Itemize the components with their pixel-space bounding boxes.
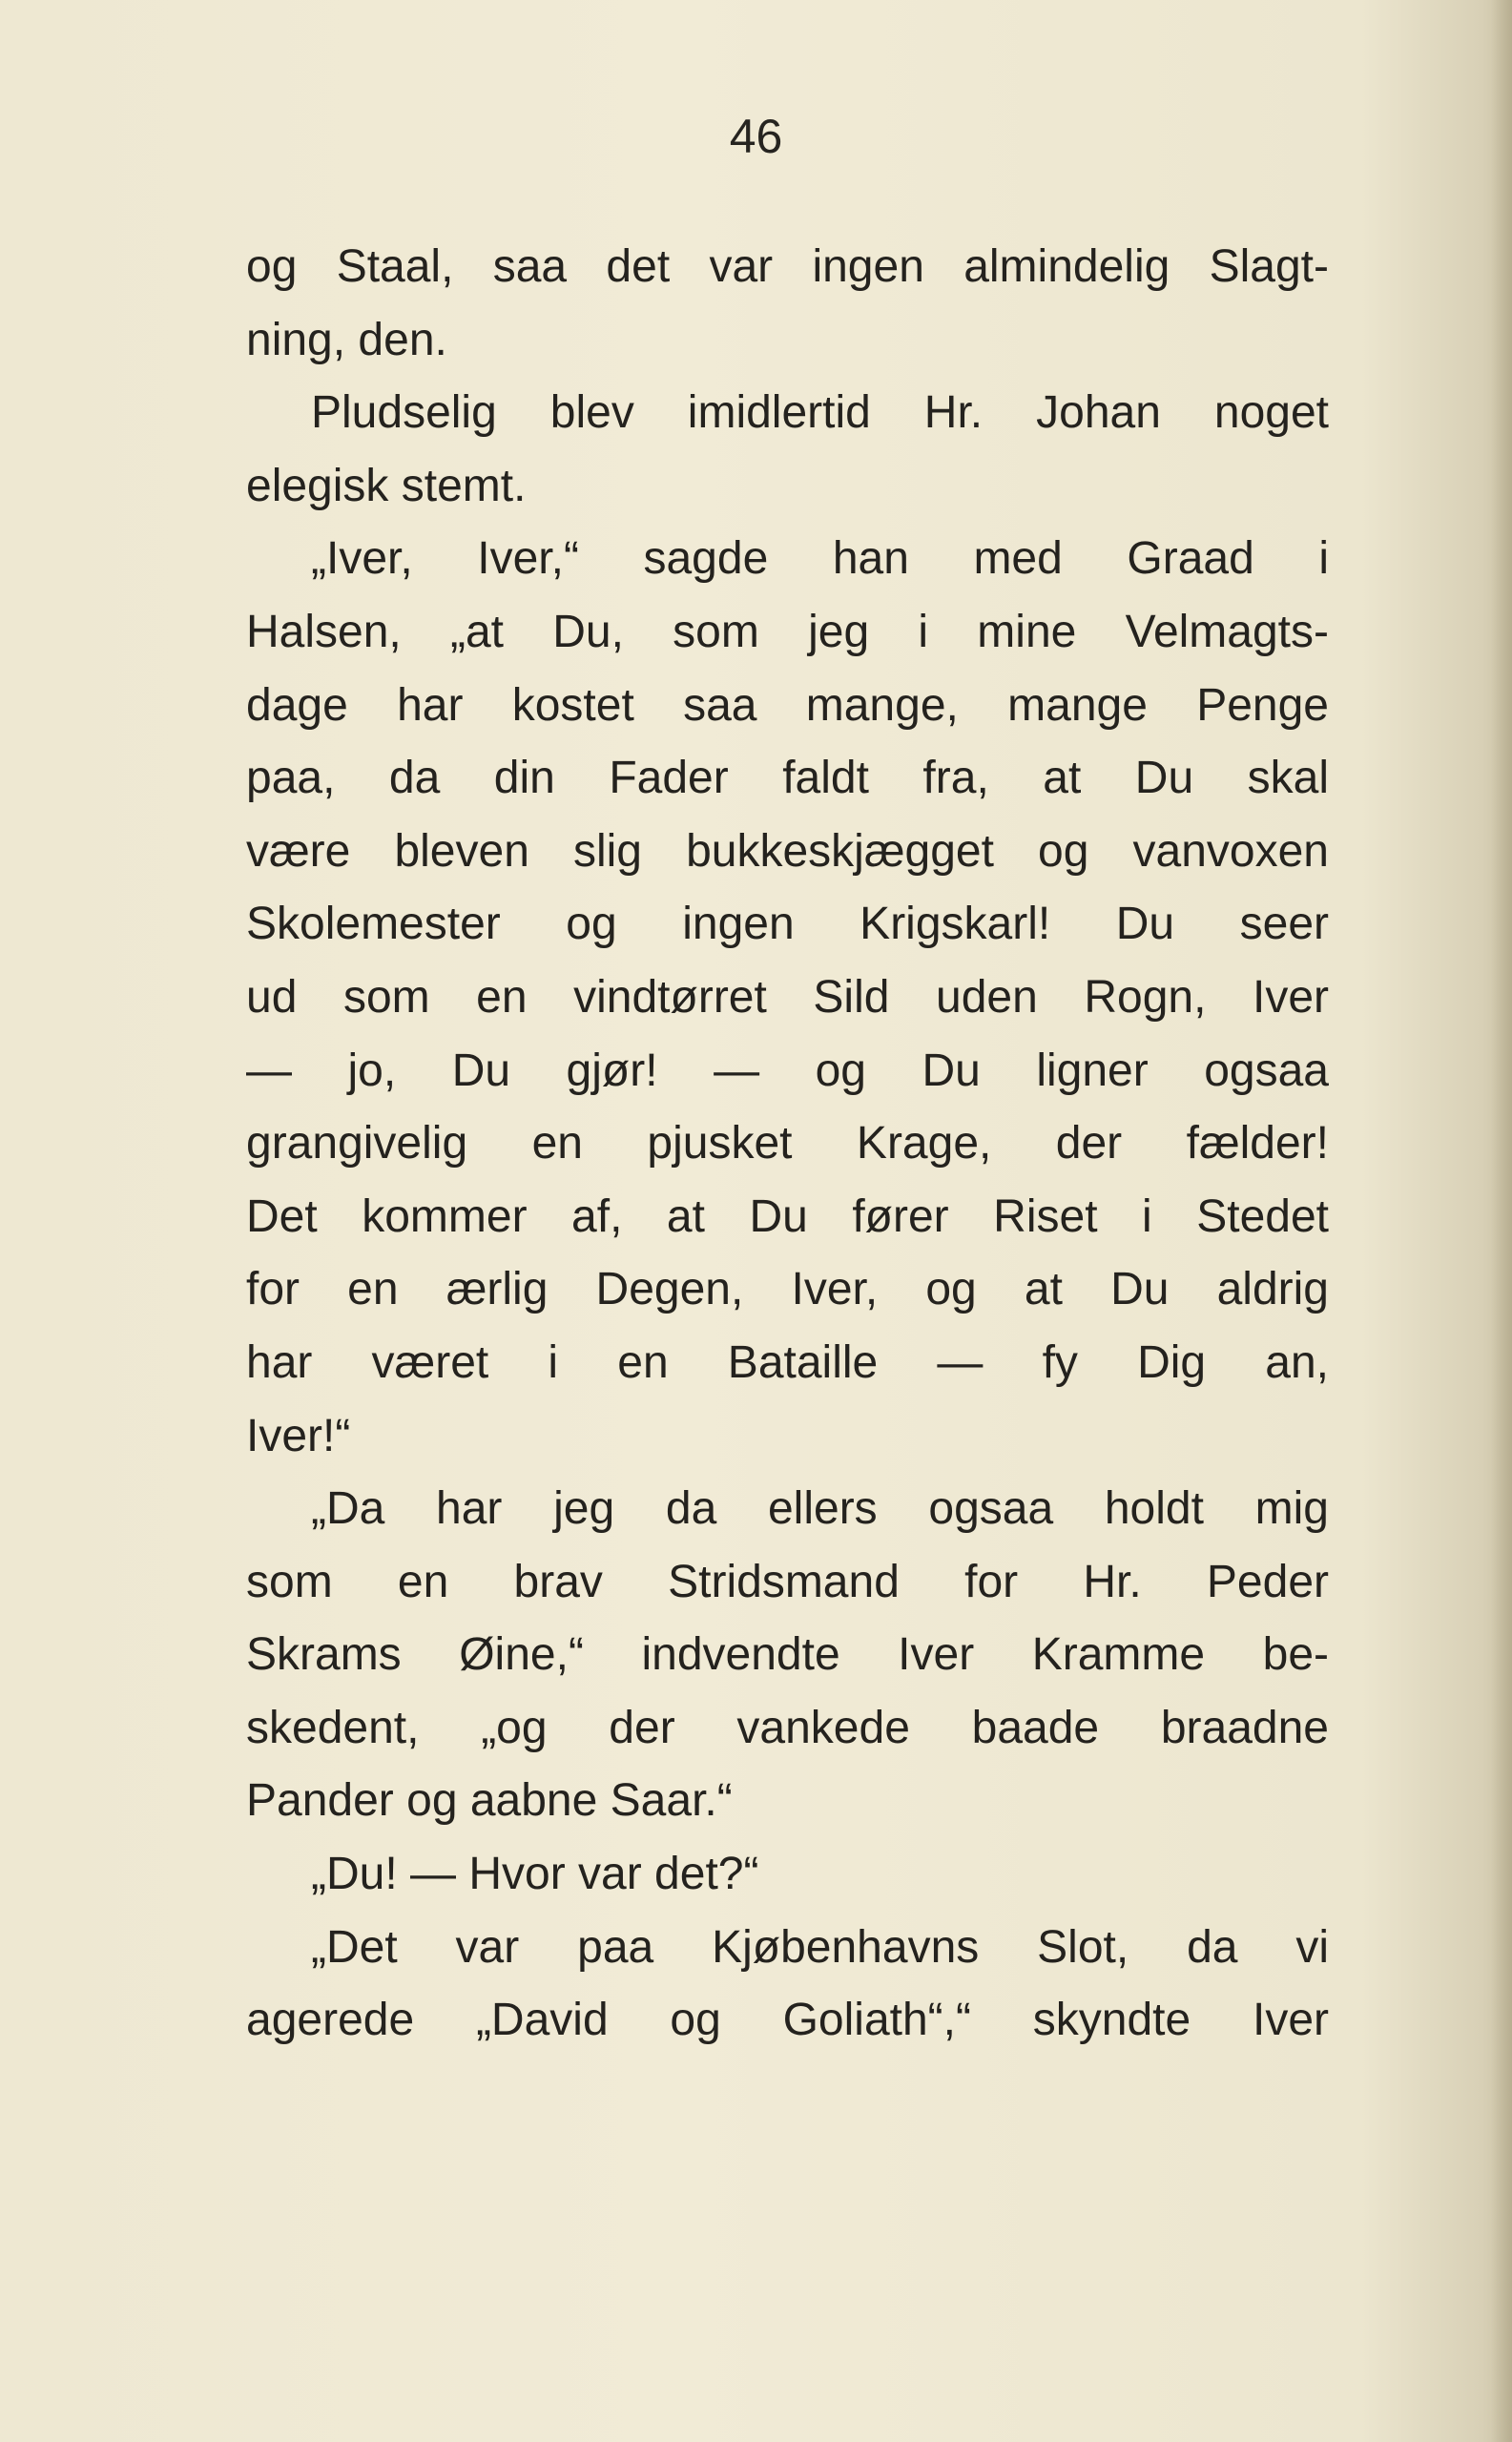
text-line: skedent, „og der vankede baade braadne xyxy=(246,1702,1329,1753)
text-line: har været i en Bataille — fy Dig an, xyxy=(246,1336,1329,1388)
text-line: agerede „David og Goliath“,“ skyndte Iver xyxy=(246,1995,1329,2046)
text-line: „Da har jeg da ellers ogsaa holdt mig xyxy=(311,1483,1329,1535)
text-line: Pludselig blev imidlertid Hr. Johan noget xyxy=(311,387,1329,439)
text-line: elegisk stemt. xyxy=(246,460,527,511)
page-number: 46 xyxy=(729,110,783,163)
text-line: for en ærlig Degen, Iver, og at Du aldrig xyxy=(246,1264,1329,1315)
text-line: dage har kostet saa mange, mange Penge xyxy=(246,679,1329,731)
text-line: „Det var paa Kjøbenhavns Slot, da vi xyxy=(311,1921,1329,1973)
text-line: — jo, Du gjør! — og Du ligner ogsaa xyxy=(246,1045,1329,1096)
text-line: grangivelig en pjusket Krage, der fælder! xyxy=(246,1118,1329,1169)
text-line: Det kommer af, at Du fører Riset i Stedet xyxy=(246,1190,1329,1242)
text-line: Skolemester og ingen Krigskarl! Du seer xyxy=(246,899,1329,950)
text-line: Halsen, „at Du, som jeg i mine Velmagts- xyxy=(246,606,1329,657)
text-line: „Du! — Hvor var det?“ xyxy=(311,1849,759,1900)
text-line: som en brav Stridsmand for Hr. Peder xyxy=(246,1556,1329,1607)
text-line: paa, da din Fader faldt fra, at Du skal xyxy=(246,753,1329,804)
text-line: „Iver, Iver,“ sagde han med Graad i xyxy=(311,533,1329,585)
text-line: Iver!“ xyxy=(246,1410,351,1461)
body-text xyxy=(246,231,1329,2058)
text-line: ud som en vindtørret Sild uden Rogn, Iver xyxy=(246,971,1329,1023)
text-line: ning, den. xyxy=(246,314,447,365)
page-edge-shadow xyxy=(1491,0,1512,2442)
text-line: Pander og aabne Saar.“ xyxy=(246,1775,733,1827)
text-line: Skrams Øine,“ indvendte Iver Kramme be- xyxy=(246,1629,1329,1681)
text-line: være bleven slig bukkeskjægget og vanvoxen xyxy=(246,825,1329,877)
text-line: og Staal, saa det var ingen almindelig Slagt- xyxy=(246,241,1329,292)
